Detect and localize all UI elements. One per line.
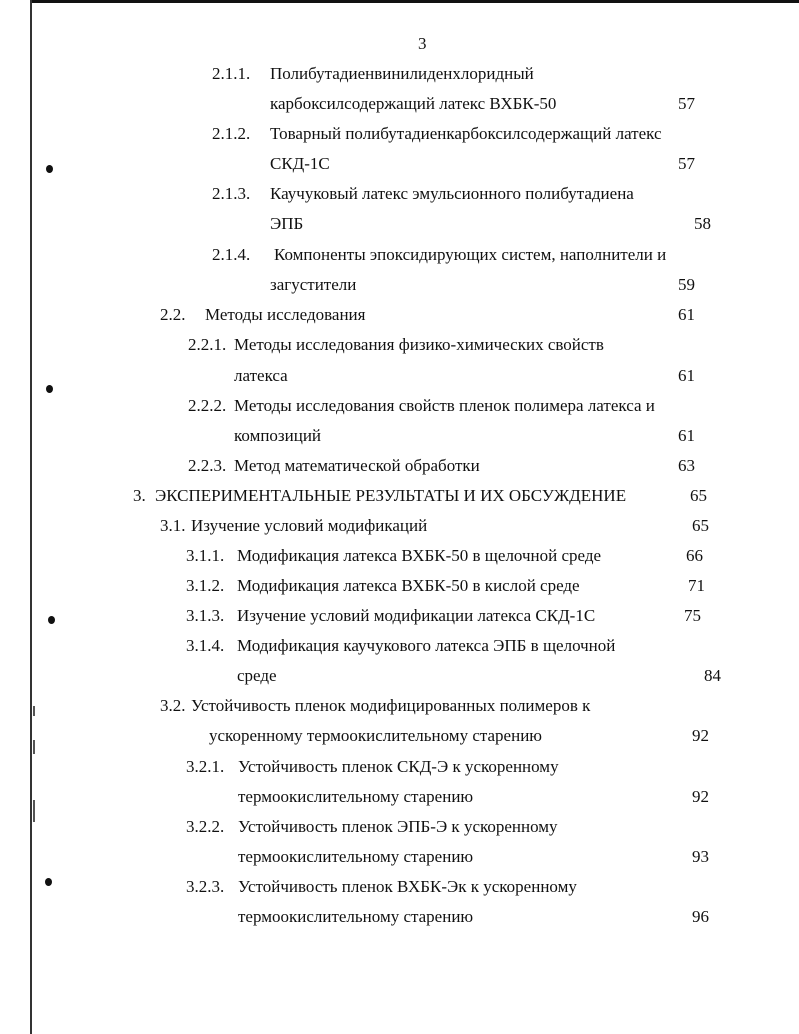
toc-entry-title: СКД-1С: [270, 154, 330, 173]
scan-speck: [33, 740, 35, 754]
toc-entry-number: 3.2.: [160, 696, 186, 715]
toc-entry-page: 93: [692, 847, 709, 866]
toc-entry-title: ЭПБ: [270, 214, 304, 233]
toc-entry-title: термоокислительному старению: [238, 787, 474, 806]
toc-entry-title: Модификация латекса ВХБК-50 в щелочной среде: [237, 546, 602, 565]
toc-entry-page: 84: [704, 666, 721, 685]
scan-speck: [33, 800, 35, 822]
toc-entry-title: Изучение условий модификаций: [191, 516, 428, 535]
toc-entry-page: 96: [692, 907, 709, 926]
toc-entry-page: 71: [688, 576, 705, 595]
toc-entry-number: 3.1.: [160, 516, 186, 535]
toc-entry-number: 3.1.3.: [186, 606, 225, 625]
toc-entry-title: латекса: [234, 366, 288, 385]
toc-entry-title: Методы исследования свойств пленок полимера латекса и: [234, 396, 655, 415]
toc-entry-page: 92: [692, 787, 709, 806]
top-border-rule: [32, 0, 799, 3]
toc-entry-title: термоокислительному старению: [238, 907, 474, 926]
toc-entry-title: Устойчивость пленок СКД-Э к ускоренному: [238, 757, 559, 776]
toc-entry-number: 2.1.3.: [212, 184, 251, 203]
left-margin-rule: [30, 0, 32, 1034]
toc-entry-number: 3.1.1.: [186, 546, 225, 565]
toc-entry-number: 3.2.2.: [186, 817, 225, 836]
toc-entry-number: 3.2.1.: [186, 757, 225, 776]
toc-entry-title: Компоненты эпоксидирующих систем, наполнители и: [274, 245, 667, 264]
binding-hole-mark: [48, 616, 55, 624]
toc-entry-page: 61: [678, 305, 695, 324]
toc-entry-page: 63: [678, 456, 695, 475]
toc-entry-title: Устойчивость пленок ВХБК-Эк к ускоренному: [238, 877, 577, 896]
toc-entry-number: 2.1.2.: [212, 124, 251, 143]
toc-entry-title: ускоренному термоокислительному старению: [209, 726, 542, 745]
toc-entry-title: Модификация латекса ВХБК-50 в кислой среде: [237, 576, 580, 595]
toc-entry-title: ЭКСПЕРИМЕНТАЛЬНЫЕ РЕЗУЛЬТАТЫ И ИХ ОБСУЖДЕНИЕ: [155, 486, 627, 505]
toc-entry-title: Методы исследования: [205, 305, 366, 324]
toc-entry-title: среде: [237, 666, 277, 685]
toc-entry-number: 3.1.4.: [186, 636, 225, 655]
toc-entry-title: Полибутадиенвинилиденхлоридный: [270, 64, 534, 83]
toc-entry-title: термоокислительному старению: [238, 847, 474, 866]
toc-entry-number: 2.1.4.: [212, 245, 251, 264]
toc-entry-page: 61: [678, 426, 695, 445]
toc-entry-number: 3.2.3.: [186, 877, 225, 896]
toc-entry-title: Изучение условий модификации латекса СКД-1С: [237, 606, 596, 625]
page-number: 3: [418, 34, 427, 53]
toc-entry-title: карбоксилсодержащий латекс ВХБК-50: [270, 94, 557, 113]
toc-entry-page: 57: [678, 154, 695, 173]
toc-entry-title: Методы исследования физико-химических свойств: [234, 335, 604, 354]
toc-entry-page: 58: [694, 214, 711, 233]
toc-entry-page: 59: [678, 275, 695, 294]
binding-hole-mark: [46, 165, 53, 173]
toc-entry-title: Устойчивость пленок модифицированных полимеров к: [191, 696, 591, 715]
toc-entry-page: 66: [686, 546, 703, 565]
toc-entry-title: Устойчивость пленок ЭПБ-Э к ускоренному: [238, 817, 558, 836]
toc-entry-title: композиций: [234, 426, 322, 445]
toc-entry-title: загустители: [270, 275, 357, 294]
toc-entry-title: Каучуковый латекс эмульсионного полибутадиена: [270, 184, 634, 203]
toc-entry-page: 65: [692, 516, 709, 535]
toc-entry-page: 61: [678, 366, 695, 385]
toc-entry-title: Товарный полибутадиенкарбоксилсодержащий латекс: [270, 124, 662, 143]
toc-entry-page: 92: [692, 726, 709, 745]
toc-entry-number: 3.1.2.: [186, 576, 225, 595]
toc-entry-number: 2.1.1.: [212, 64, 251, 83]
toc-entry-number: 2.2.1.: [188, 335, 227, 354]
toc-entry-number: 2.2.2.: [188, 396, 227, 415]
toc-entry-page: 75: [684, 606, 701, 625]
scan-speck: [33, 706, 35, 716]
toc-entry-number: 3.: [133, 486, 146, 505]
binding-hole-mark: [46, 385, 53, 393]
toc-entry-page: 57: [678, 94, 695, 113]
binding-hole-mark: [45, 878, 52, 886]
toc-entry-number: 2.2.: [160, 305, 186, 324]
toc-entry-title: Модификация каучукового латекса ЭПБ в щелочной: [237, 636, 616, 655]
toc-entry-page: 65: [690, 486, 707, 505]
toc-entry-number: 2.2.3.: [188, 456, 227, 475]
toc-entry: [212, 64, 250, 84]
toc-entry-title: Метод математической обработки: [234, 456, 480, 475]
